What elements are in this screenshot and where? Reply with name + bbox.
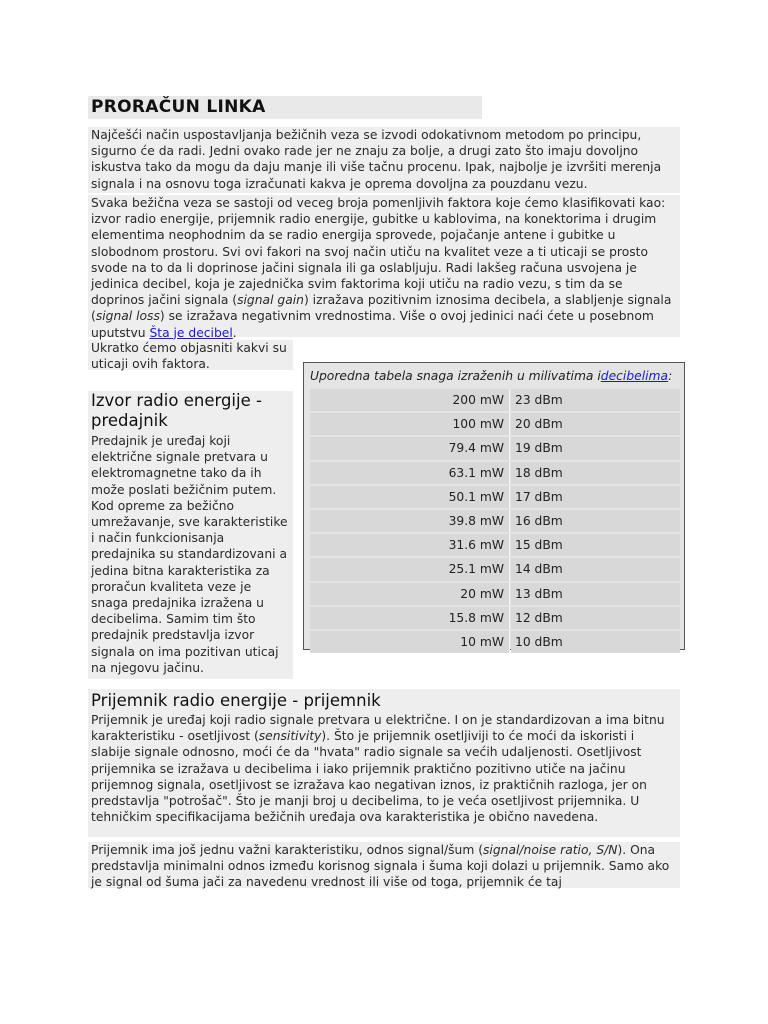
text-span: ) izražava pozitivnim iznosima decibela, a slabljenje signala ( [91, 293, 672, 324]
milliwatt-cell: 100 mW [310, 413, 510, 435]
table-row [306, 437, 682, 459]
dbm-cell: 15 dBm [511, 534, 680, 556]
milliwatt-cell: 39.8 mW [310, 510, 510, 532]
dbm-cell: 14 dBm [511, 558, 680, 580]
text-span: Svaka bežična veza se sastoji od veceg broja pomenljivih faktora koje ćemo klasifikovati kao: izvor radio energije, prijemnik radio energije, gubitke u kablovima, na konektorima i drugim elementima neophodnim da se radio energija sprovede, pojačanje antene i gubitke u slobodnom prostoru. Svi ovi fakori na svoj način utiču na kvalitet veze a ti uticaji se prosto svode na to da li doprinose jačini signala ili ga oslabljuju. Radi lakšeg računa usvojena je jedinica decibel, koja je zajednička svim faktorima koji utiču na radio vezu, s tim da se doprinos jačini signala ( [91, 196, 666, 308]
section-heading-izvor: Izvor radio energije - predajnik [88, 391, 293, 433]
table-row [306, 389, 682, 411]
text-span: Prijemnik je uređaj koji radio signale pretvara u električne. I on je standardizovan a ima bitnu karakteristiku - osetljivost ( [91, 713, 665, 744]
intro-paragraph-2 [88, 195, 680, 340]
intro-paragraph-3: Ukratko ćemo objasniti kakvi su uticaji ovih faktora. [88, 340, 293, 370]
dbm-cell: 10 dBm [511, 631, 680, 653]
dbm-cell: 17 dBm [511, 486, 680, 508]
text-span: ). Ona predstavlja minimalni odnos između korisnog signala i šuma koji dolazi u prijemnik. Samo ako je signal od šuma jači za navedenu vrednost ili više od toga, prijemnik će taj [91, 843, 670, 890]
table-row [306, 607, 682, 629]
signal-gain-term: signal gain [237, 293, 304, 308]
table-row [306, 631, 682, 653]
dbm-cell: 12 dBm [511, 607, 680, 629]
section-heading-prijemnik: Prijemnik radio energije - prijemnik [88, 689, 680, 712]
text-span: Uporedna tabela snaga izraženih u milivatima i [310, 369, 601, 383]
milliwatt-cell: 15.8 mW [310, 607, 510, 629]
milliwatt-cell: 50.1 mW [310, 486, 510, 508]
decibel-link[interactable]: decibelima [600, 369, 669, 383]
dbm-cell: 20 dBm [511, 413, 680, 435]
table-row [306, 462, 682, 484]
text-span: ) se izražava negativnim vrednostima. Više o ovoj jedinici naći ćete u posebnom uputstvu [91, 309, 654, 340]
text-span: : [668, 369, 673, 383]
milliwatt-cell: 31.6 mW [310, 534, 510, 556]
decibel-guide-link[interactable]: Šta je decibel [149, 325, 233, 340]
prijemnik-paragraph-1 [88, 712, 680, 837]
power-conversion-table [303, 362, 685, 650]
milliwatt-cell: 20 mW [310, 583, 510, 605]
snr-term: signal/noise ratio, S/N [483, 843, 618, 857]
milliwatt-cell: 10 mW [310, 631, 510, 653]
dbm-cell: 13 dBm [511, 583, 680, 605]
table-row [306, 413, 682, 435]
table-row [306, 558, 682, 580]
text-span: ). Što je prijemnik osetljiviji to će moći da iskoristi i slabije signale odnosno, moći će da "hvata" radio signale sa većih udaljenosti. Osetljivost prijemnika se izražava u decibelima i iako prijemnik praktično pozitivno utiče na jačinu prijemnog signala, osetljivost se izražava kao negativan iznos, iz praktičnih razloga, jer on predstavlja "potrošač". Što je manji broj u decibelima, to je veća osetljivost prijemnika. U tehničkim specifikacijama bežičnih uređaja ova karakteristika je obično navedena. [91, 729, 647, 825]
izvor-paragraph: Predajnik je uređaj koji električne signale pretvara u elektromagnetne tako da ih može poslati bežičnim putem. Kod opreme za bežično umrežavanje, sve karakteristike i način funkcionisanja predajnika su standardizovani a jedina bitna karakteristika za proračun kvaliteta veze je snaga predajnika izražena u decibelima. Samim tim što predajnik predstavlja izvor signala on ima pozitivan uticaj na njegovu jačinu. [88, 433, 293, 679]
dbm-cell: 19 dBm [511, 437, 680, 459]
intro-paragraph-1: Najčešći način uspostavljanja bežičnih veza se izvodi odokativnom metodom po principu, sigurno će da radi. Jedni ovako rade jer ne znaju za bolje, a drugi zato što imaju dovoljno iskustva tako da mogu da daju manje ili više tačnu procenu. Ipak, najbolje je izvršiti merenja signala i na osnovu toga izračunati kakva je oprema dovoljna za pouzdanu vezu. [88, 127, 680, 193]
milliwatt-cell: 79.4 mW [310, 437, 510, 459]
text-span: . [232, 325, 237, 340]
dbm-cell: 23 dBm [511, 389, 680, 411]
page-title: PRORAČUN LINKA [88, 96, 482, 119]
table-caption [306, 365, 682, 387]
dbm-cell: 16 dBm [511, 510, 680, 532]
sensitivity-term: sensitivity [258, 729, 322, 744]
prijemnik-paragraph-2 [88, 842, 680, 888]
table-row [306, 510, 682, 532]
dbm-cell: 18 dBm [511, 462, 680, 484]
table-row [306, 534, 682, 556]
milliwatt-cell: 63.1 mW [310, 462, 510, 484]
table-row [306, 486, 682, 508]
milliwatt-cell: 25.1 mW [310, 558, 510, 580]
milliwatt-cell: 200 mW [310, 389, 510, 411]
text-span: Prijemnik ima još jednu važni karakteristiku, odnos signal/šum ( [91, 843, 484, 857]
table-body [306, 389, 682, 653]
table-row [306, 583, 682, 605]
signal-loss-term: signal loss [95, 309, 160, 324]
